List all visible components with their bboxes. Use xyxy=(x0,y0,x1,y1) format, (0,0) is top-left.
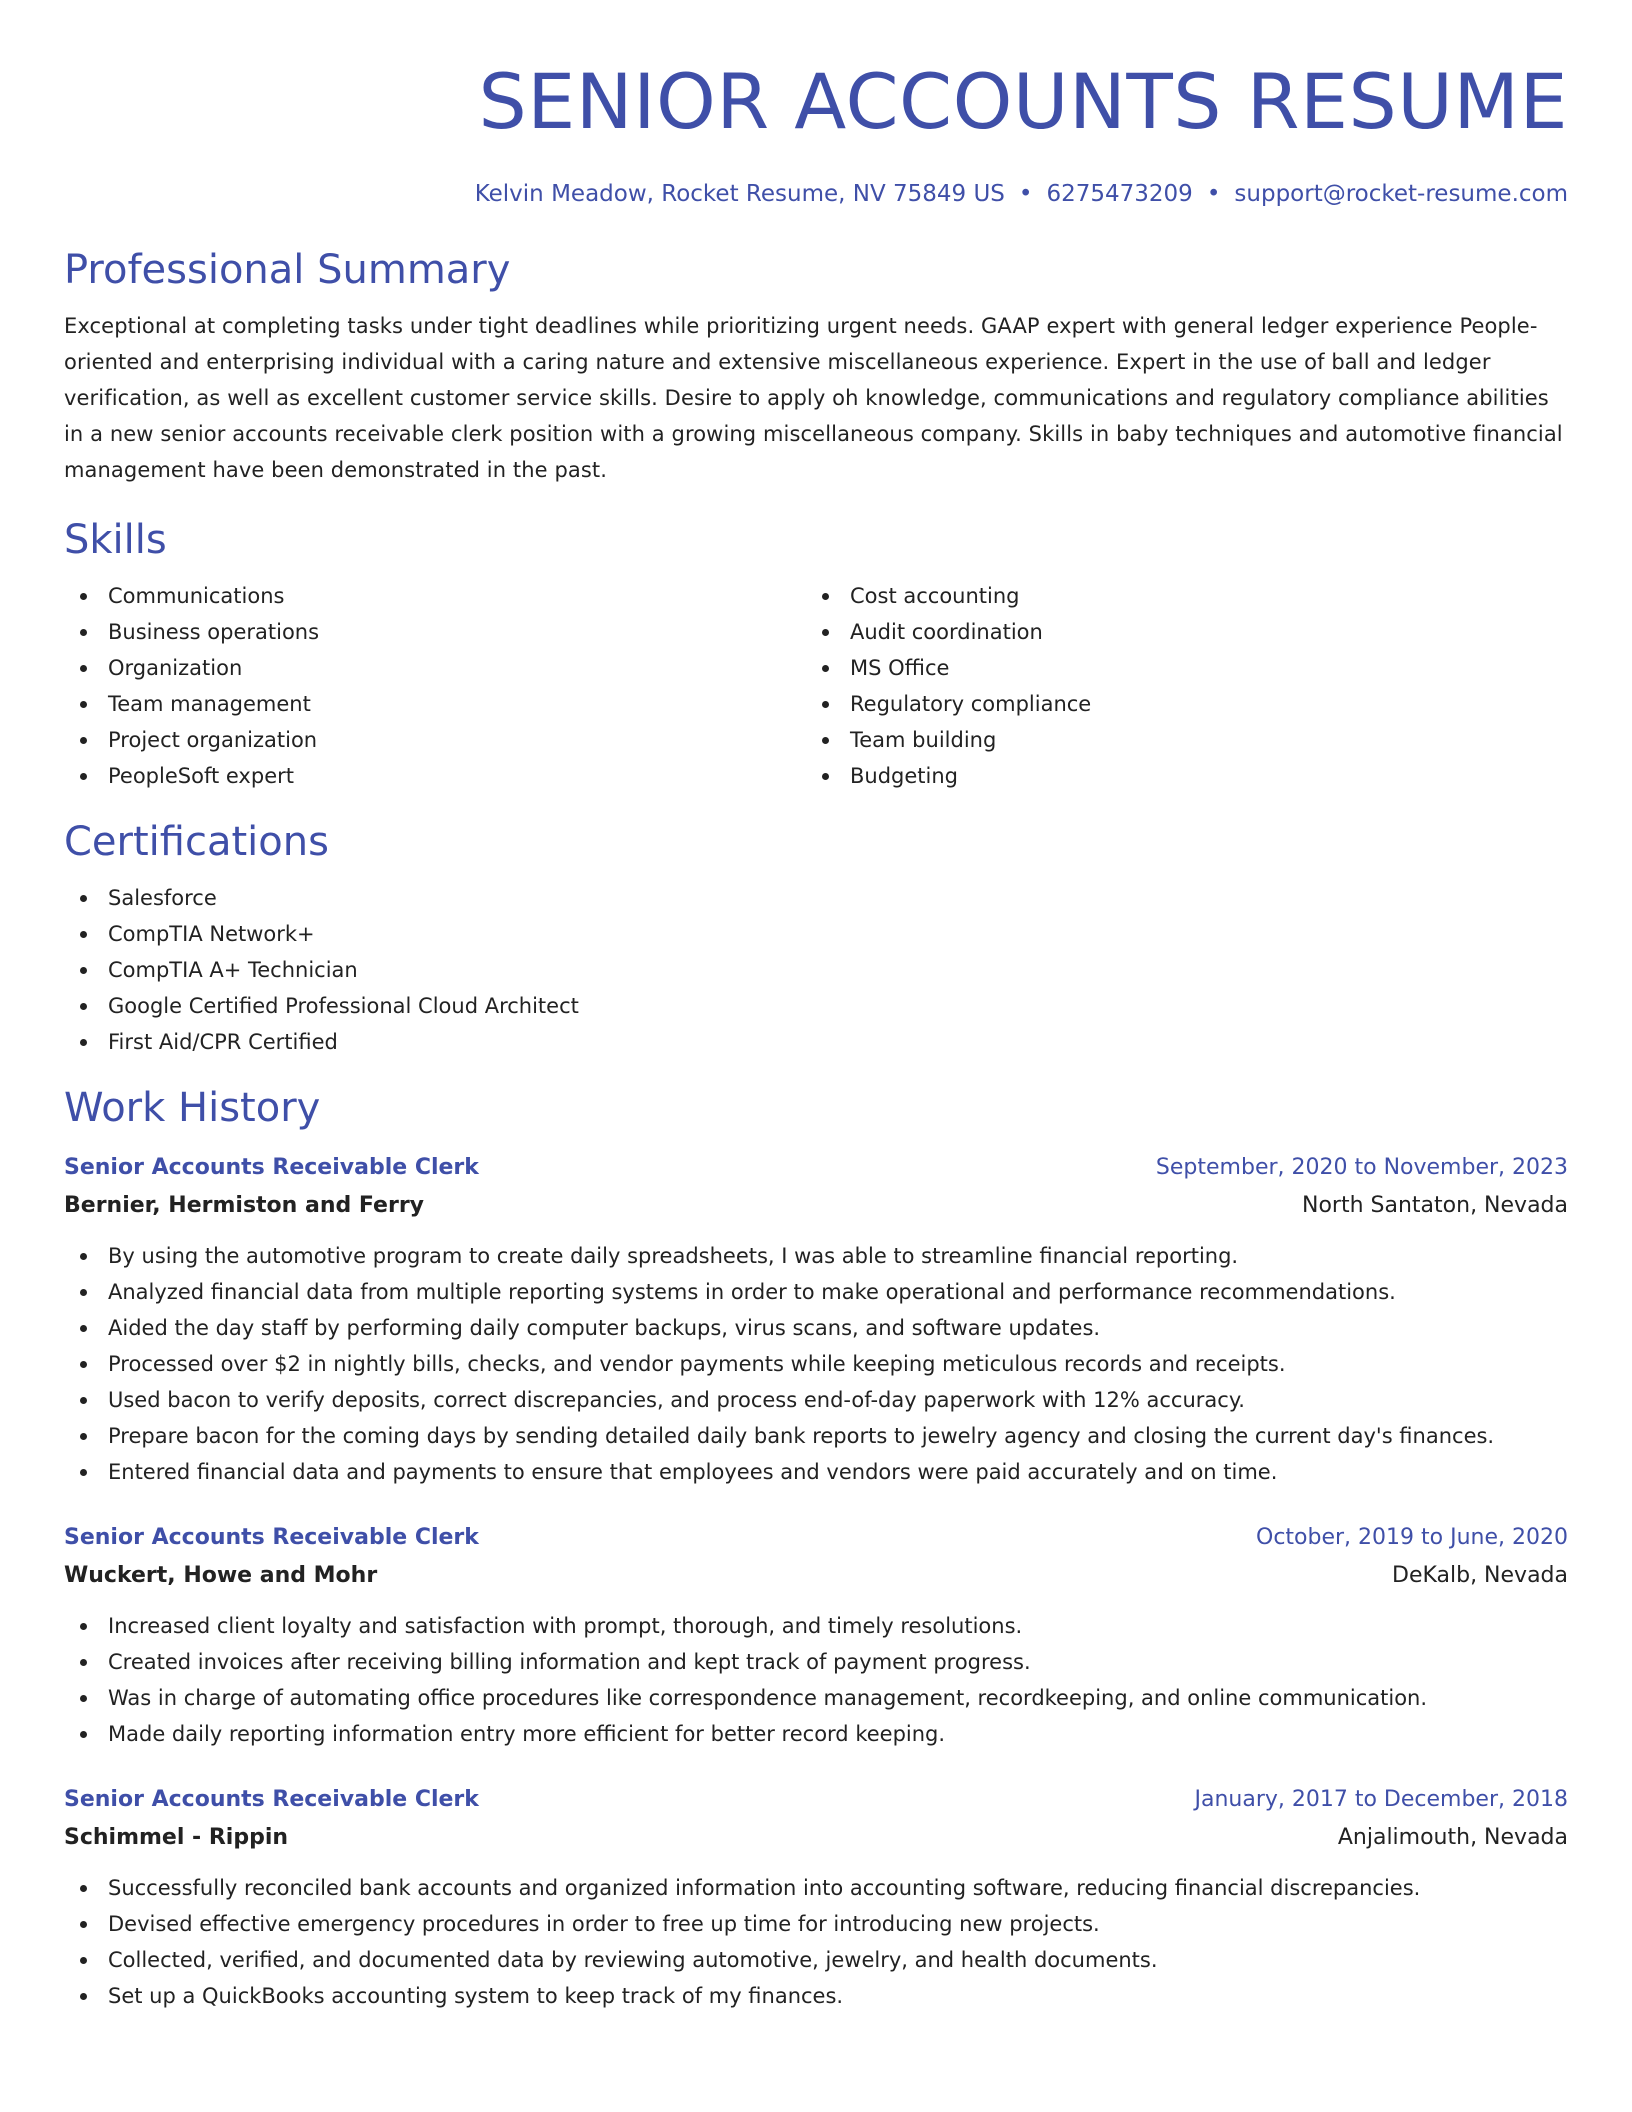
skill-item: Budgeting xyxy=(806,758,1548,794)
job-dates: September, 2020 to November, 2023 xyxy=(1155,1155,1568,1180)
work-history-heading: Work History xyxy=(64,1085,321,1131)
contact-line xyxy=(64,178,1568,210)
certifications-list xyxy=(64,880,1568,1060)
job-title: Senior Accounts Receivable Clerk xyxy=(64,1155,479,1180)
job-location: DeKalb, Nevada xyxy=(1392,1563,1568,1588)
job-entry xyxy=(64,1520,1568,1752)
job-bullet: Created invoices after receiving billing information and kept track of payment progress. xyxy=(64,1644,1568,1680)
job-company: Wuckert, Howe and Mohr xyxy=(64,1563,378,1588)
skill-item: Communications xyxy=(64,578,806,614)
job-bullet: Processed over $2 in nightly bills, checks, and vendor payments while keeping meticulous records and receipts. xyxy=(64,1346,1568,1382)
job-bullet: Increased client loyalty and satisfaction with prompt, thorough, and timely resolutions. xyxy=(64,1608,1568,1644)
job-title-row xyxy=(64,1782,1568,1818)
skills-column-right xyxy=(806,578,1548,794)
certification-item: First Aid/CPR Certified xyxy=(64,1024,1568,1060)
skill-item: Regulatory compliance xyxy=(806,686,1548,722)
job-title-row xyxy=(64,1520,1568,1556)
job-company-row xyxy=(64,1186,1568,1226)
skills-heading: Skills xyxy=(64,517,167,563)
job-company-row xyxy=(64,1818,1568,1858)
certification-item: Google Certified Professional Cloud Architect xyxy=(64,988,1568,1024)
job-company: Bernier, Hermiston and Ferry xyxy=(64,1193,425,1218)
job-entry xyxy=(64,1150,1568,1490)
skill-item: Audit coordination xyxy=(806,614,1548,650)
job-bullets xyxy=(64,1870,1568,2014)
job-dates: January, 2017 to December, 2018 xyxy=(1194,1787,1568,1812)
job-bullet: Entered financial data and payments to ensure that employees and vendors were paid accurately and on time. xyxy=(64,1454,1568,1490)
job-bullet: Aided the day staff by performing daily computer backups, virus scans, and software updates. xyxy=(64,1310,1568,1346)
job-title-row xyxy=(64,1150,1568,1186)
job-bullets xyxy=(64,1238,1568,1490)
job-title: Senior Accounts Receivable Clerk xyxy=(64,1787,479,1812)
skill-item: Cost accounting xyxy=(806,578,1548,614)
job-dates: October, 2019 to June, 2020 xyxy=(1256,1525,1568,1550)
job-bullet: Analyzed financial data from multiple reporting systems in order to make operational and performance recommendations. xyxy=(64,1274,1568,1310)
skill-item: Project organization xyxy=(64,722,806,758)
skills-column-left xyxy=(64,578,806,794)
job-bullet: Was in charge of automating office procedures like correspondence management, recordkeeping, and online communication. xyxy=(64,1680,1568,1716)
certification-item: CompTIA A+ Technician xyxy=(64,952,1568,988)
contact-email[interactable]: support@rocket-resume.com xyxy=(1234,181,1568,207)
contact-phone: 6275473209 xyxy=(1046,181,1193,207)
contact-separator: • xyxy=(1018,181,1033,207)
contact-separator: • xyxy=(1206,181,1221,207)
job-entry xyxy=(64,1782,1568,2014)
certification-item: CompTIA Network+ xyxy=(64,916,1568,952)
skills-grid xyxy=(64,578,1568,794)
skill-item: Business operations xyxy=(64,614,806,650)
contact-address: Kelvin Meadow, Rocket Resume, NV 75849 US xyxy=(474,181,1005,207)
job-bullets xyxy=(64,1608,1568,1752)
summary-text: Exceptional at completing tasks under tight deadlines while prioritizing urgent needs. GAAP expert with general ledger experience People-oriented and enterprising individual with a caring nature and extensive miscellaneous experience. Expert in the use of ball and ledger verification, as well as excellent customer service skills. Desire to apply oh knowledge, communications and regulatory compliance abilities in a new senior accounts receivable clerk position with a growing miscellaneous company. Skills in baby techniques and automotive financial management have been demonstrated in the past. xyxy=(64,314,1563,482)
job-bullet: Made daily reporting information entry more efficient for better record keeping. xyxy=(64,1716,1568,1752)
job-location: Anjalimouth, Nevada xyxy=(1337,1825,1568,1850)
job-bullet: Successfully reconciled bank accounts and organized information into accounting software, reducing financial discrepancies. xyxy=(64,1870,1568,1906)
skill-item: Team building xyxy=(806,722,1548,758)
resume-title: SENIOR ACCOUNTS RESUME xyxy=(478,57,1568,146)
job-company: Schimmel - Rippin xyxy=(64,1825,289,1850)
skill-item: Team management xyxy=(64,686,806,722)
job-bullet: Set up a QuickBooks accounting system to keep track of my finances. xyxy=(64,1978,1568,2014)
job-bullet: Devised effective emergency procedures in order to free up time for introducing new projects. xyxy=(64,1906,1568,1942)
job-title: Senior Accounts Receivable Clerk xyxy=(64,1525,479,1550)
job-company-row xyxy=(64,1556,1568,1596)
skill-item: Organization xyxy=(64,650,806,686)
summary-heading: Professional Summary xyxy=(64,247,511,293)
skill-item: MS Office xyxy=(806,650,1548,686)
job-bullet: Collected, verified, and documented data by reviewing automotive, jewelry, and health documents. xyxy=(64,1942,1568,1978)
certifications-heading: Certifications xyxy=(64,819,329,865)
skill-item: PeopleSoft expert xyxy=(64,758,806,794)
certification-item: Salesforce xyxy=(64,880,1568,916)
job-bullet: Used bacon to verify deposits, correct discrepancies, and process end-of-day paperwork with 12% accuracy. xyxy=(64,1382,1568,1418)
job-bullet: By using the automotive program to create daily spreadsheets, I was able to streamline financial reporting. xyxy=(64,1238,1568,1274)
job-bullet: Prepare bacon for the coming days by sending detailed daily bank reports to jewelry agency and closing the current day's finances. xyxy=(64,1418,1568,1454)
job-location: North Santaton, Nevada xyxy=(1302,1193,1568,1218)
